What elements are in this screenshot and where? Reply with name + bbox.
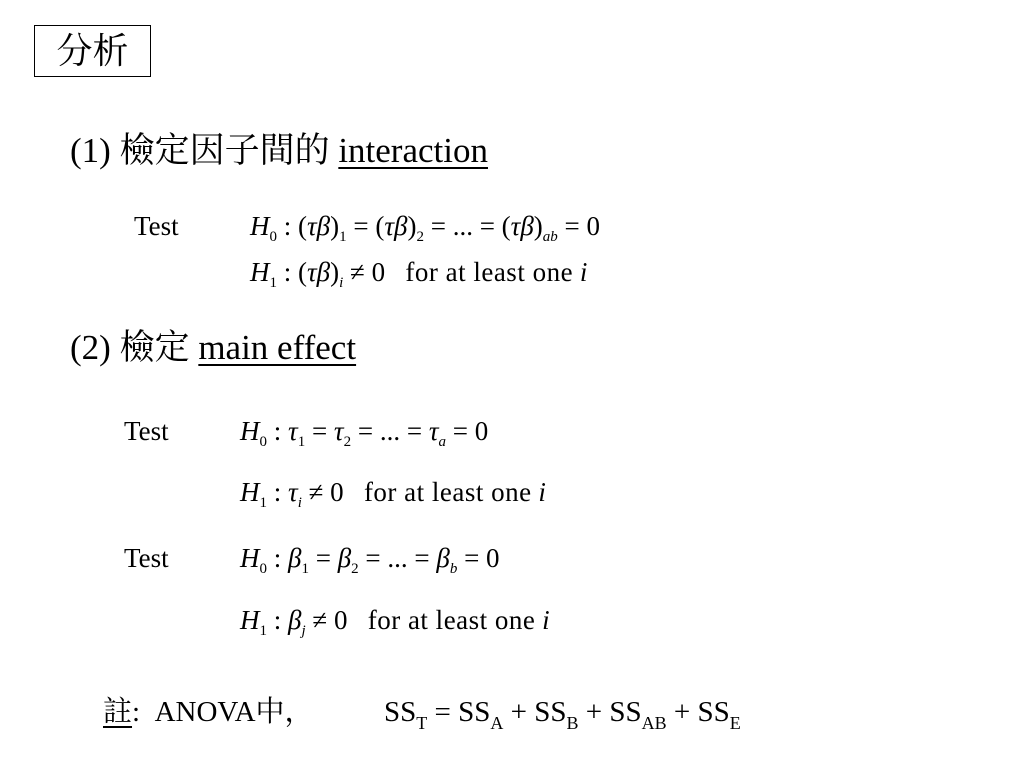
section-2-test-a-label: Test [124, 416, 169, 446]
anova-sum-of-squares-formula: $SS_T = SS_A + SS_B + SS_{AB} + SS_E$ [384, 696, 741, 733]
section-1-heading [70, 131, 488, 171]
section-2-h1-a-equation: $H_1$ : $\tau_i \ne 0$ for at least one i [240, 477, 546, 511]
section-1-number: (1) [70, 131, 111, 170]
section-1-cjk-label: 檢定因子間的 [119, 131, 330, 170]
note-label: 註 [103, 696, 133, 728]
section-1-term: interaction [338, 131, 488, 170]
section-2-h0-a-equation: $H_0$ : $\tau_1 = \tau_2$ = ... = $\tau_a = 0$ [240, 416, 489, 450]
section-1-h0-equation: $H_0$ : $(\tau\beta)_1 = (\tau\beta)_2$ = ... = $(\tau\beta)_{ab} = 0$ [250, 211, 601, 245]
section-2-h0-b-equation: $H_0$ : $\beta_1 = \beta_2$ = ... = $\beta_b = 0$ [240, 543, 500, 577]
anova-note [103, 694, 314, 730]
note-colon: : [132, 696, 141, 728]
section-1-test-label: Test [134, 211, 179, 241]
section-2-test-b-label: Test [124, 543, 169, 573]
note-text: ANOVA中， [154, 696, 314, 728]
section-2-term: main effect [198, 328, 357, 367]
slide-title: 分析 [34, 25, 151, 77]
section-2-heading [70, 328, 356, 368]
section-1-h1-equation: $H_1$ : $(\tau\beta)_i \ne 0$ for at least one i [250, 257, 588, 291]
section-2-h1-b-equation: $H_1$ : $\beta_j \ne 0$ for at least one i [240, 605, 550, 639]
section-2-cjk-label: 檢定 [119, 328, 190, 367]
section-2-number: (2) [70, 328, 111, 367]
